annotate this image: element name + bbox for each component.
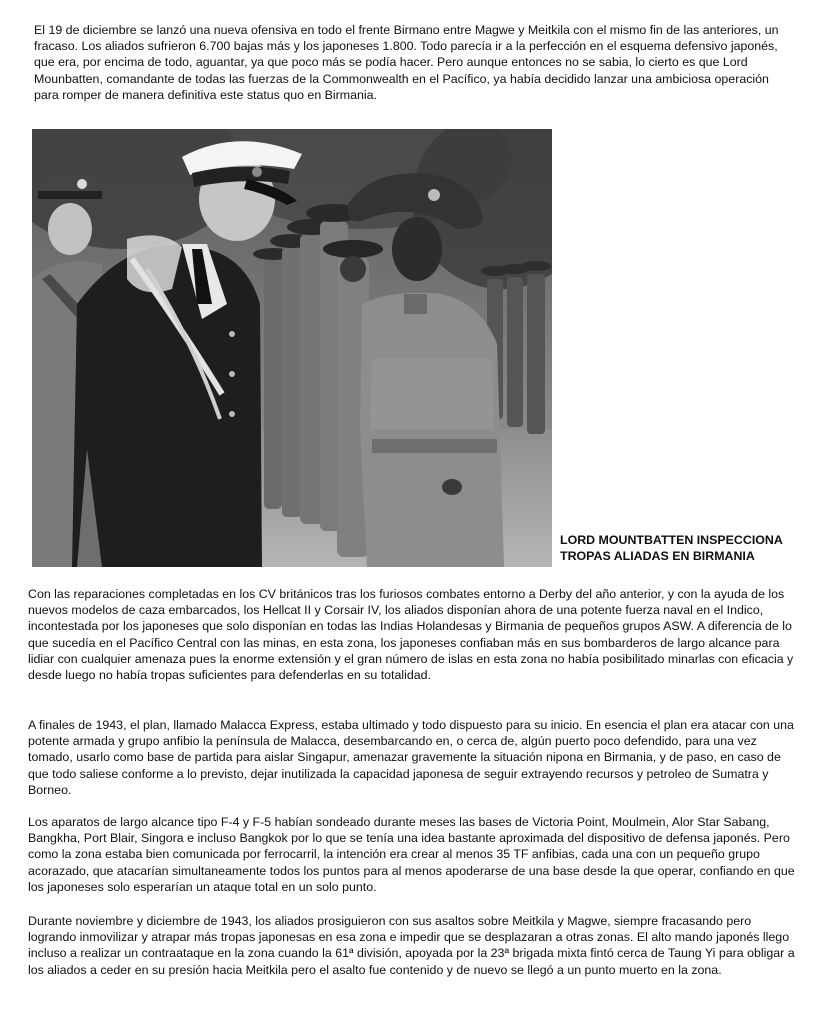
historical-photo [32,129,552,567]
photo-caption [560,533,822,564]
caption-line-1: LORD MOUNTBATTEN INSPECCIONA [560,533,783,547]
intro-paragraph: El 19 de diciembre se lanzó una nueva ofensiva en todo el frente Birmano entre Magwe y Meitkila con el mismo fin de las anteriores, un fracaso. Los aliados sufrieron 6.700 bajas más y los japoneses 1.800. Todo parecía ir a la perfección en el esquema defensivo japonés, que era, por encima de todo, aguantar, ya que poco más se podía hacer. Pero aunque entonces no se sabia, lo cierto es que Lord Mounbatten, comandante de todas las fuerzas de la Commonwealth en el Pacífico, ya había decidido lanzar una ambiciosa operación para romper de manera definitiva este status quo en Birmania. [34,23,779,102]
caption-line-2: TROPAS ALIADAS EN BIRMANIA [560,548,755,563]
photo-illustration [32,129,552,567]
paragraph-malacca-express: A finales de 1943, el plan, llamado Malacca Express, estaba ultimado y todo dispuesto para su inicio. En esencia el plan era atacar con una potente armada y grupo anfibio la península de Malacca, desembarcando en, o cerca de, algún puerto poco defendido, para una vez tomado, usarlo como base de partida para aislar Singapur, amenazar gravemente la situación nipona en Birmania, y de paso, en caso de que todo saliese conforme a lo previsto, dejar inutilizada la capacidad japonesa de seguir extrayendo recursos y petroleo de Sumatra y Borneo. [28,718,794,797]
paragraph-meitkila-magwe: Durante noviembre y diciembre de 1943, los aliados prosiguieron con sus asaltos sobre Meitkila y Magwe, siempre fracasando pero logrando inmovilizar y atrapar más tropas japonesas en esa zona e impedir que se desplazaran a otras zonas. El alto mando japonés llego incluso a realizar un contraataque en la zona cuando la 61ª división, apoyada por la 23ª brigada mixta fintó cerca de Taung Yi para obligar a los aliados a ceder en su presión hacia Meitkila pero el asalto fue contenido y de nuevo se llegó a un punto muerto en la zona. [28,914,795,977]
paragraph-naval-forces: Con las reparaciones completadas en los CV británicos tras los furiosos combates entorno a Derby del año anterior, y con la ayuda de los nuevos modelos de caza embarcados, los Hellcat II y Corsair IV, los aliados disponían ahora de una potente fuerza naval en el Indico, incontestada por los japoneses que solo disponían en todas las Indias Holandesas y Birmania de pequeños grupos ASW. A diferencia de lo que sucedía en el Pacífico Central con las minas, en esta zona, los japoneses confiaban más en sus bombarderos de largo alcance para lidiar con cualquier amenaza pues la enorme extensión y el gran número de islas en esta zona no había posibilitado minarlas con eficacia y desde luego no había tropas suficientes para defenderlas en su totalidad. [28,587,794,683]
paragraph-reconnaissance: Los aparatos de largo alcance tipo F-4 y F-5 habían sondeado durante meses las bases de Victoria Point, Moulmein, Alor Star Sabang, Bangkha, Port Blair, Singora e incluso Bangkok por lo que se tenía una idea bastante aproximada del dispositivo de defensa japonés. Pero como la zona estaba bien comunicada por ferrocarril, la intención era crear al menos 35 TF anfibias, cada una con un pequeño grupo acorazado, que atacarían simultaneamente todos los puntos para al menos apoderarse de una base desde la que operar, confiando en que los japoneses solo esperarían un ataque total en un solo punto. [28,815,795,894]
